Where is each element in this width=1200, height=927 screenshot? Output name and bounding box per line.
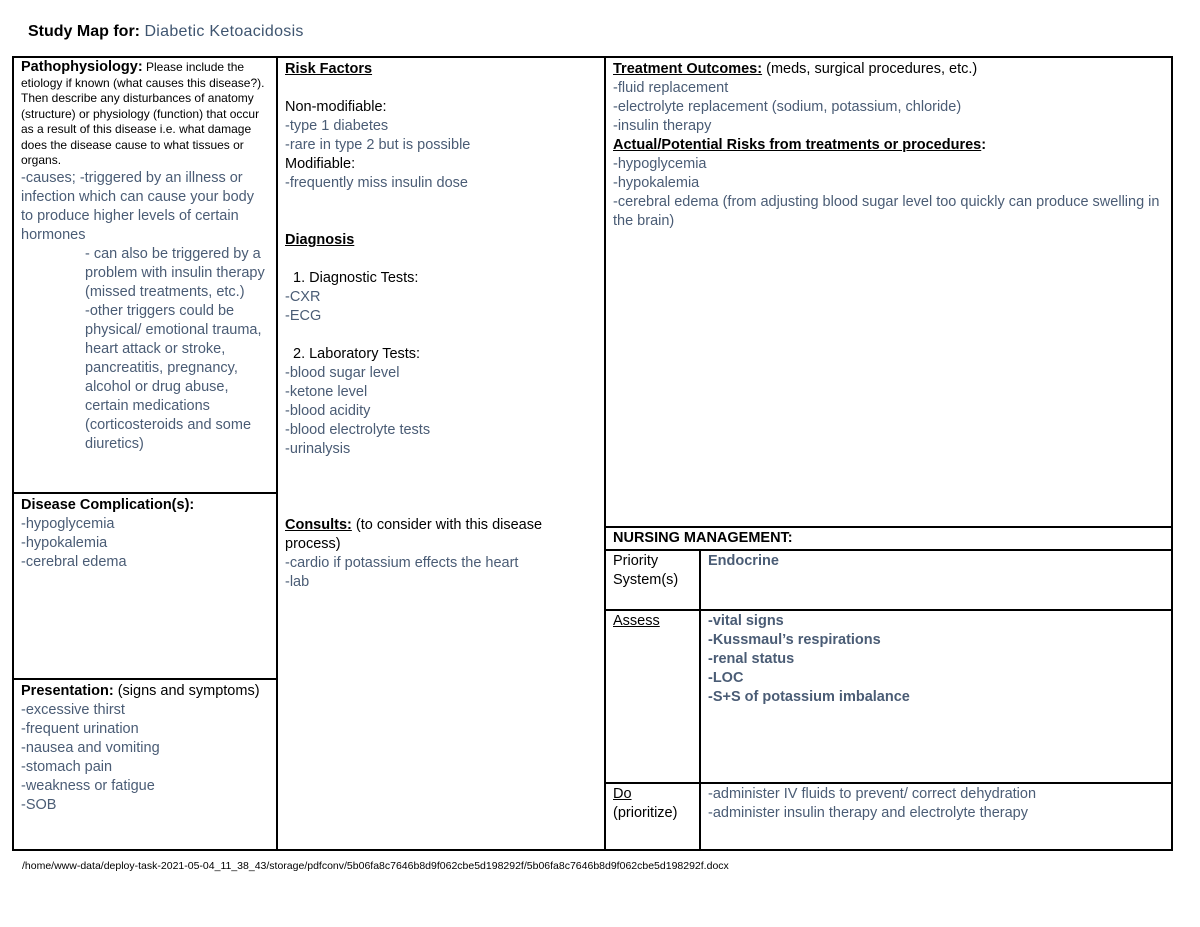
assess-items-cell — [701, 611, 1171, 782]
complications-heading: Disease Complication(s): — [21, 497, 195, 513]
presentation-item: -weakness or fatigue — [21, 778, 155, 794]
treatment-item: -electrolyte replacement (sodium, potassium, chloride) — [613, 99, 962, 115]
patho-line: -other triggers could be physical/ emotional trauma, heart attack or stroke, pancreatitis, pregnancy, alcohol or drug abuse, certain medications (corticosteroids and some diuretics) — [85, 302, 262, 452]
patho-heading: Pathophysiology: — [21, 59, 143, 75]
presentation-section — [14, 680, 276, 849]
do-label: Do — [613, 786, 632, 802]
consults-heading: Consults: — [285, 517, 352, 533]
nonmodifiable-label: Non-modifiable: — [285, 99, 387, 115]
pathophysiology-section — [14, 58, 276, 492]
nursing-management-heading — [606, 528, 1171, 549]
treatment-risk-item: -hypoglycemia — [613, 156, 707, 172]
nonmodifiable-item: -rare in type 2 but is possible — [285, 137, 471, 153]
presentation-item: -excessive thirst — [21, 702, 125, 718]
modifiable-item: -frequently miss insulin dose — [285, 175, 468, 191]
risk-factors-heading: Risk Factors — [285, 61, 373, 77]
laboratory-tests-label: 2. Laboratory Tests: — [293, 346, 421, 362]
presentation-item: -stomach pain — [21, 759, 113, 775]
presentation-item: -frequent urination — [21, 721, 139, 737]
treatment-risks-heading: Actual/Potential Risks from treatments or procedures — [613, 137, 982, 153]
title-prefix: Study Map for: — [28, 23, 140, 40]
assess-item: -LOC — [708, 670, 744, 686]
complication-item: -hypokalemia — [21, 535, 108, 551]
assess-item: -S+S of potassium imbalance — [708, 689, 910, 705]
file-path-footer: /home/www-data/deploy-task-2021-05-04_11_38_43/storage/pdfconv/5b06fa8c7646b8d9f062cbe5d198292f/5b06fa8c7646b8d9f062cbe5d198292f.docx — [22, 860, 729, 872]
treatment-risks-colon: : — [981, 137, 987, 153]
assess-label-cell — [606, 611, 699, 782]
lab-test-item: -ketone level — [285, 384, 368, 400]
risk-diagnosis-consults-section — [278, 58, 604, 849]
presentation-item: -nausea and vomiting — [21, 740, 160, 756]
nursing-heading-text: NURSING MANAGEMENT: — [613, 530, 793, 546]
complication-item: -cerebral edema — [21, 554, 127, 570]
title-topic: Diabetic Ketoacidosis — [144, 23, 304, 40]
modifiable-label: Modifiable: — [285, 156, 356, 172]
do-note: (prioritize) — [613, 805, 678, 821]
diagnostic-tests-label: 1. Diagnostic Tests: — [293, 270, 419, 286]
nonmodifiable-item: -type 1 diabetes — [285, 118, 389, 134]
assess-item: -renal status — [708, 651, 795, 667]
treatment-item: -insulin therapy — [613, 118, 712, 134]
lab-test-item: -blood acidity — [285, 403, 371, 419]
treatment-heading: Treatment Outcomes: — [613, 61, 763, 77]
do-item: -administer IV fluids to prevent/ correct dehydration — [708, 786, 1037, 802]
diagnostic-test-item: -CXR — [285, 289, 321, 305]
treatment-section — [606, 58, 1171, 526]
presentation-note: (signs and symptoms) — [117, 683, 260, 699]
diagnostic-test-item: -ECG — [285, 308, 322, 324]
complication-item: -hypoglycemia — [21, 516, 115, 532]
consult-item: -cardio if potassium effects the heart — [285, 555, 519, 571]
priority-label: Priority System(s) — [613, 553, 679, 588]
lab-test-item: -urinalysis — [285, 441, 351, 457]
presentation-item: -SOB — [21, 797, 57, 813]
lab-test-item: -blood sugar level — [285, 365, 400, 381]
priority-value: Endocrine — [708, 553, 779, 569]
treatment-risk-item: -cerebral edema (from adjusting blood sugar level too quickly can produce swelling in the brain) — [613, 194, 1160, 229]
patho-instructions: Please include the etiology if known (what causes this disease?). Then describe any disturbances of anatomy (structure) or physiology (function) that occur as a result of this disease i.e. what damage does the disease cause to what tissues or organs. — [21, 60, 265, 167]
priority-label-cell — [606, 551, 699, 609]
assess-item: -Kussmaul’s respirations — [708, 632, 881, 648]
diagnosis-heading: Diagnosis — [285, 232, 355, 248]
treatment-item: -fluid replacement — [613, 80, 729, 96]
patho-line: -causes; -triggered by an illness or infection which can cause your body to produce higher levels of certain hormones — [21, 169, 254, 243]
treatment-risk-item: -hypokalemia — [613, 175, 700, 191]
complications-section — [14, 494, 276, 678]
do-item: -administer insulin therapy and electrolyte therapy — [708, 805, 1028, 821]
page-title — [28, 23, 304, 41]
presentation-heading: Presentation: — [21, 683, 114, 699]
consult-item: -lab — [285, 574, 310, 590]
lab-test-item: -blood electrolyte tests — [285, 422, 431, 438]
study-map-table — [12, 56, 1173, 851]
consults-note: (to consider with this disease process) — [285, 517, 543, 552]
assess-label: Assess — [613, 613, 660, 629]
do-label-cell — [606, 784, 699, 849]
assess-item: -vital signs — [708, 613, 784, 629]
patho-line: - can also be triggered by a problem with insulin therapy (missed treatments, etc.) — [85, 245, 265, 300]
do-items-cell — [701, 784, 1171, 849]
treatment-note: (meds, surgical procedures, etc.) — [766, 61, 978, 77]
priority-value-cell — [701, 551, 1171, 609]
